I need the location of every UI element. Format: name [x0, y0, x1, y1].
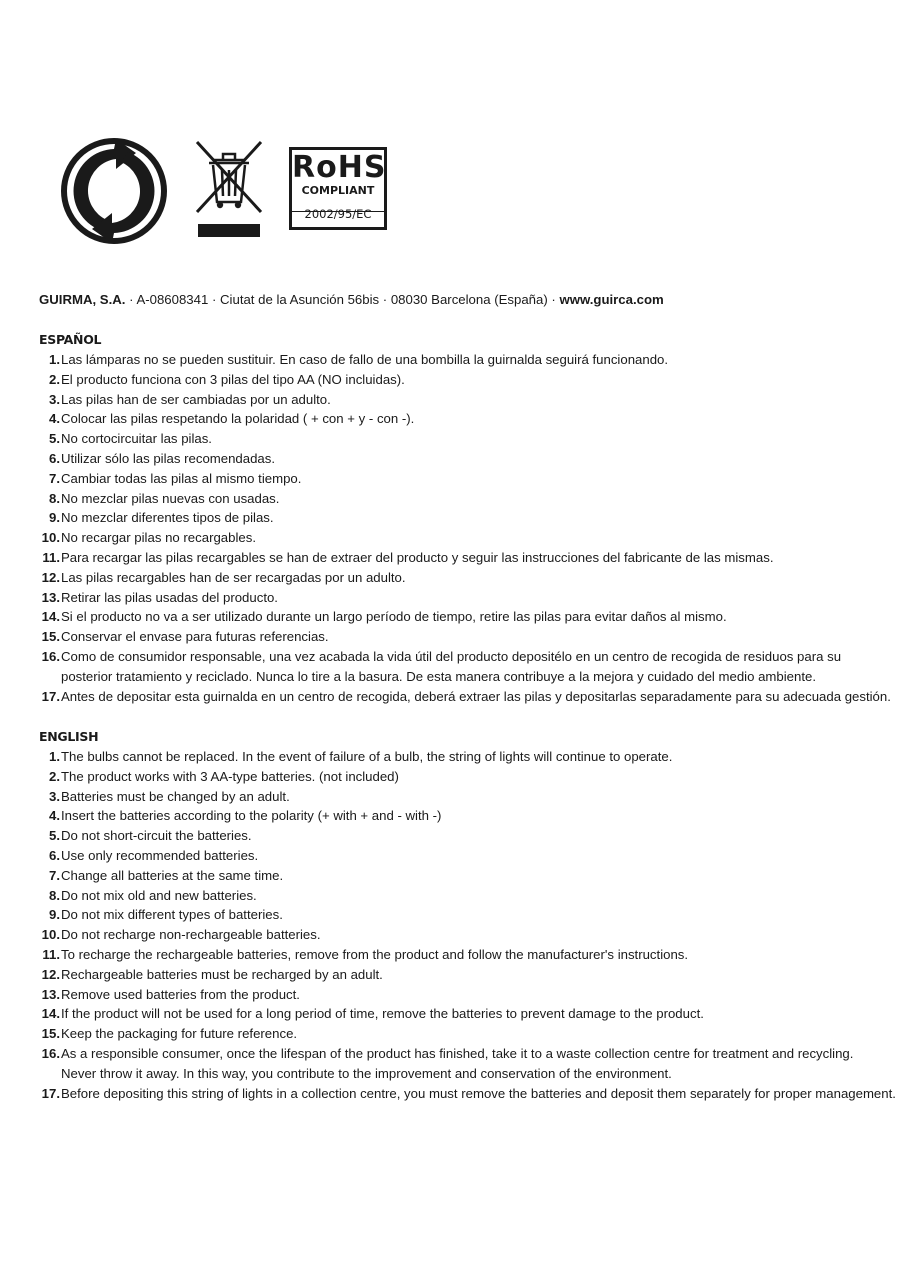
item-text: Never throw it away. In this way, you contribute to the improvement and conservation of the environment.	[61, 1065, 672, 1081]
rohs-divider	[292, 211, 384, 212]
instruction-item	[39, 390, 891, 410]
instruction-item	[39, 528, 891, 548]
item-number: 16.	[41, 1045, 60, 1061]
instruction-item	[39, 588, 891, 608]
item-text: Las pilas han de ser cambiadas por un adulto.	[61, 391, 331, 407]
item-number: 7.	[49, 867, 60, 883]
item-number: 1.	[49, 749, 60, 764]
instruction-item	[39, 1064, 896, 1084]
company-name: GUIRMA, S.A.	[39, 292, 126, 307]
instruction-item	[39, 469, 891, 489]
item-number: 10.	[41, 927, 60, 943]
item-number: 17.	[41, 1085, 60, 1101]
item-text: Do not short-circuit the batteries.	[61, 828, 252, 844]
item-text: Cambiar todas las pilas al mismo tiempo.	[61, 470, 302, 486]
item-number: 9.	[49, 907, 60, 923]
instruction-item	[39, 370, 891, 390]
item-text: Si el producto no va a ser utilizado durante un largo período de tiempo, retire las pilas para evitar daños al mismo.	[61, 609, 727, 625]
item-text: Change all batteries at the same time.	[61, 867, 284, 883]
instruction-item	[39, 747, 896, 767]
item-text: Utilizar sólo las pilas recomendadas.	[61, 450, 276, 466]
item-text: Do not recharge non-rechargeable batteries.	[61, 927, 321, 943]
instruction-item	[39, 787, 896, 807]
item-number: 2.	[49, 768, 60, 784]
item-text: El producto funciona con 3 pilas del tipo AA (NO incluidas).	[61, 371, 405, 387]
item-number: 10.	[41, 530, 60, 546]
item-text: If the product will not be used for a long period of time, remove the batteries to prevent damage to the product.	[61, 1006, 704, 1022]
instruction-item	[39, 846, 896, 866]
item-number: 15.	[41, 629, 60, 645]
instruction-item	[39, 607, 891, 627]
item-number: 11.	[42, 549, 60, 565]
instruction-item	[39, 886, 896, 906]
item-number: 16.	[41, 648, 60, 664]
item-number: 5.	[49, 431, 60, 447]
item-number: 8.	[49, 887, 60, 903]
item-text: Las pilas recargables han de ser recargadas por un adulto.	[61, 569, 406, 585]
instruction-item	[39, 985, 896, 1005]
instruction-list-english	[39, 747, 896, 1103]
instruction-item	[39, 945, 896, 965]
item-text: No mezclar pilas nuevas con usadas.	[61, 490, 280, 506]
instruction-item	[39, 1084, 896, 1104]
item-text: Remove used batteries from the product.	[61, 986, 300, 1002]
instruction-item	[39, 409, 891, 429]
item-text: Las lámparas no se pueden sustituir. En caso de fallo de una bombilla la guirnalda seguirá funcionando.	[61, 352, 669, 367]
item-text: Retirar las pilas usadas del producto.	[61, 589, 278, 605]
instruction-item	[39, 350, 891, 370]
instruction-list-espanol	[39, 350, 891, 706]
item-text: Do not mix different types of batteries.	[61, 907, 283, 923]
item-text: Use only recommended batteries.	[61, 847, 259, 863]
instruction-item	[39, 489, 891, 509]
item-number: 11.	[42, 946, 60, 962]
instruction-item	[39, 667, 891, 687]
item-text: posterior tratamiento y reciclado. Nunca lo tire a la basura. De esta manera contribuye a la mejora y cuidado del medio ambiente.	[61, 668, 817, 684]
item-number: 4.	[49, 411, 60, 427]
item-number: 12.	[41, 569, 60, 585]
item-text: Rechargeable batteries must be recharged by an adult.	[61, 966, 383, 982]
item-number: 9.	[49, 510, 60, 526]
item-number: 13.	[41, 589, 60, 605]
item-text: Batteries must be changed by an adult.	[61, 788, 290, 804]
instruction-item	[39, 1004, 896, 1024]
item-number: 2.	[49, 371, 60, 387]
section-heading-espanol: ESPAÑOL	[39, 332, 102, 347]
instruction-item	[39, 826, 896, 846]
item-text: Como de consumidor responsable, una vez acabada la vida útil del producto depositélo en un centro de recogida de residuos para su	[61, 648, 842, 664]
instruction-item	[39, 1044, 896, 1064]
company-details: · A-08608341 · Ciutat de la Asunción 56bis · 08030 Barcelona (España) ·	[125, 292, 560, 307]
item-number: 15.	[41, 1026, 60, 1042]
instruction-item	[39, 806, 896, 826]
rohs-directive: 2002/95/EC	[304, 207, 372, 221]
instruction-item	[39, 1024, 896, 1044]
item-number: 12.	[41, 966, 60, 982]
green-dot-recycling-icon	[60, 137, 168, 245]
instruction-item	[39, 647, 891, 667]
item-text: No cortocircuitar las pilas.	[61, 431, 212, 447]
item-text: No recargar pilas no recargables.	[61, 530, 256, 546]
instruction-item	[39, 568, 891, 588]
item-text: The product works with 3 AA-type batteries. (not included)	[61, 768, 399, 784]
instruction-item	[39, 449, 891, 469]
item-text: Conservar el envase para futuras referencias.	[61, 629, 329, 645]
section-heading-english: ENGLISH	[39, 729, 99, 744]
company-website: www.guirca.com	[559, 292, 664, 307]
item-number: 6.	[49, 450, 60, 466]
item-text: No mezclar diferentes tipos de pilas.	[61, 510, 274, 526]
section-espanol	[39, 330, 891, 706]
section-english	[39, 727, 896, 1103]
item-text: As a responsible consumer, once the lifespan of the product has finished, take it to a waste collection centre for treatment and recycling.	[61, 1045, 854, 1061]
item-text: Insert the batteries according to the polarity (+ with + and - with -)	[61, 808, 442, 824]
instruction-item	[39, 687, 891, 707]
instruction-item	[39, 627, 891, 647]
instruction-item	[39, 429, 891, 449]
item-text: The bulbs cannot be replaced. In the event of failure of a bulb, the string of lights will continue to operate.	[61, 749, 673, 764]
item-text: To recharge the rechargeable batteries, remove from the product and follow the manufacturer's instructions.	[61, 946, 689, 962]
item-text: Before depositing this string of lights in a collection centre, you must remove the batteries and deposit them separately for proper management.	[61, 1085, 896, 1101]
rohs-title: RoHS	[292, 150, 387, 185]
rohs-compliant-label: COMPLIANT	[301, 184, 375, 197]
company-info	[39, 292, 664, 307]
item-number: 8.	[49, 490, 60, 506]
item-number: 7.	[49, 470, 60, 486]
instruction-item	[39, 925, 896, 945]
instruction-item	[39, 548, 891, 568]
item-number: 4.	[49, 808, 60, 824]
instruction-item	[39, 767, 896, 787]
rohs-compliant-badge	[289, 147, 387, 230]
item-number: 14.	[41, 1006, 60, 1022]
item-number: 14.	[41, 609, 60, 625]
item-number: 17.	[41, 688, 60, 704]
item-number: 1.	[49, 352, 60, 367]
instruction-item	[39, 905, 896, 925]
item-text: Para recargar las pilas recargables se han de extraer del producto y seguir las instrucciones del fabricante de las mismas.	[61, 549, 774, 565]
crossed-bin-icon	[191, 138, 267, 240]
item-text: Colocar las pilas respetando la polaridad ( + con + y - con -).	[61, 411, 415, 427]
instruction-item	[39, 965, 896, 985]
item-text: Keep the packaging for future reference.	[61, 1026, 298, 1042]
item-number: 3.	[49, 788, 60, 804]
item-number: 3.	[49, 391, 60, 407]
item-number: 13.	[41, 986, 60, 1002]
item-number: 5.	[49, 828, 60, 844]
item-text: Do not mix old and new batteries.	[61, 887, 257, 903]
item-text: Antes de depositar esta guirnalda en un centro de recogida, deberá extraer las pilas y depositarlas separadamente para su adecuada gestión.	[61, 688, 891, 704]
item-number: 6.	[49, 847, 60, 863]
instruction-item	[39, 866, 896, 886]
instruction-item	[39, 508, 891, 528]
